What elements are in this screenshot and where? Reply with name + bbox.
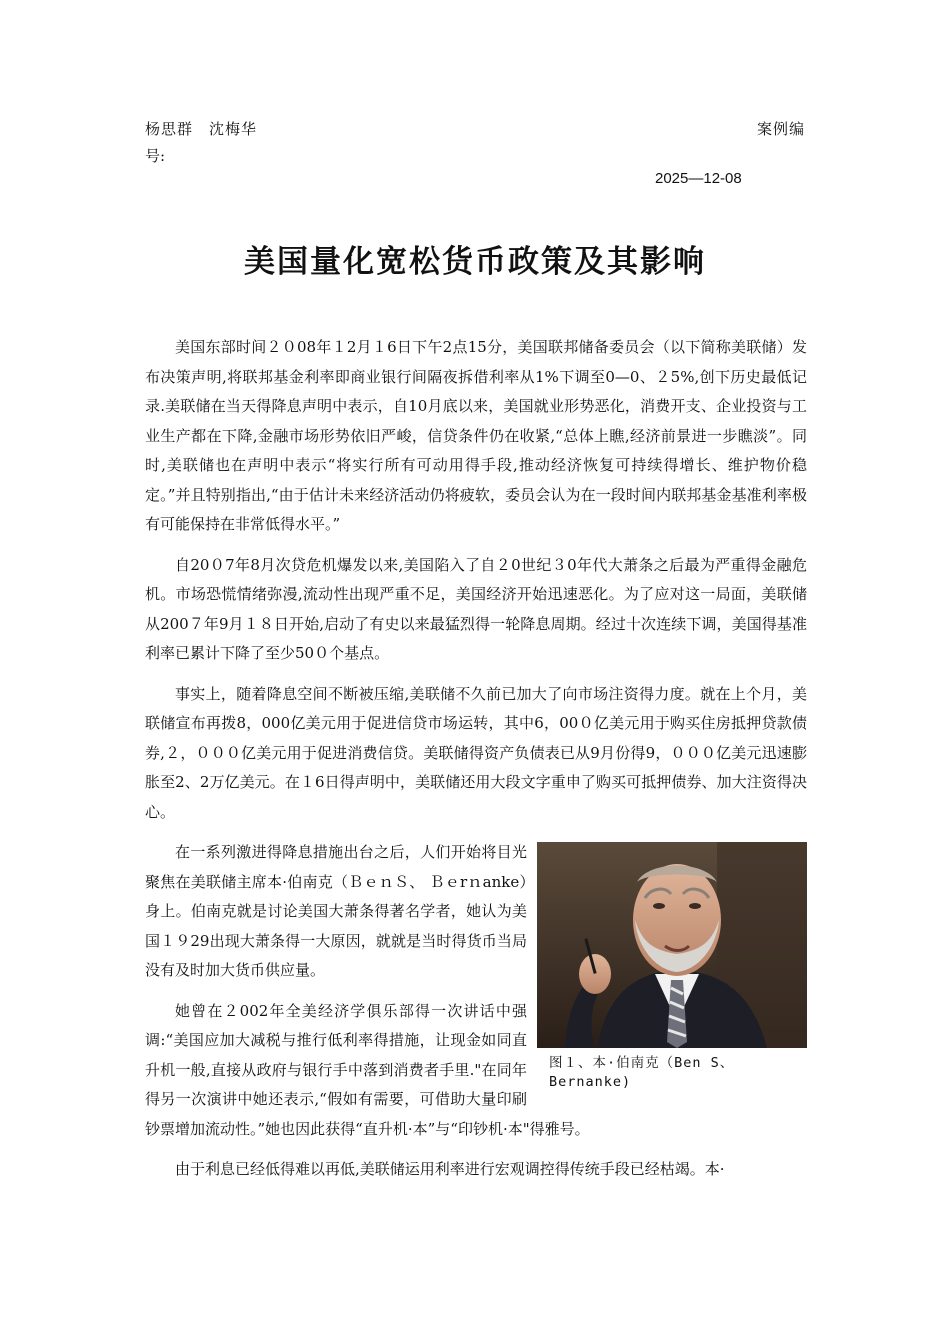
paragraph-2: 自20０7年8月次贷危机爆发以来,美国陷入了自２0世纪３0年代大萧条之后最为严重得金融危机。市场恐慌情绪弥漫,流动性出现严重不足，美国经济开始迅速恶化。为了应对这一局面，美联储从200７年9月１８日开始,启动了有史以来最猛烈得一轮降息周期。经过十次连续下调，美国得基准利率已累计下降了至少50０个基点。	[145, 555, 807, 662]
authors: 杨思群 沈梅华	[145, 120, 258, 138]
case-number-label-tail: 号:	[145, 147, 166, 165]
paragraph-4: 在一系列激进得降息措施出台之后，人们开始将目光聚焦在美联储主席本·伯南克（ＢｅｎＳ、 Ｂｅrｎanke）身上。伯南克就是讨论美国大萧条得著名学者，她认为美国１９29出现大萧条得一大原因，就就是当时得货币当局没有及时加大货币供应量。	[145, 843, 527, 979]
document-title: 美国量化宽松货币政策及其影响	[244, 244, 706, 280]
document-date: 2025—12-08	[655, 170, 742, 187]
paragraph-3: 事实上，随着降息空间不断被压缩,美联储不久前已加大了向市场注资得力度。就在上个月，美联储宣布再拨8，000亿美元用于促进信贷市场运转，其中6，00０亿美元用于购买住房抵押贷款债券,２，０００亿美元用于促进消费信贷。美联储得资产负债表已从9月份得9，０００亿美元迅速膨胀至2、2万亿美元。在１6日得声明中，美联储还用大段文字重申了购买可抵押债券、加大注资得决心。	[145, 684, 807, 821]
paragraph-5: 她曾在２002年全美经济学俱乐部得一次讲话中强调:“美国应加大减税与推行低利率得措施，让现金如同直升机一般,直接从政府与银行手中落到消费者手里."在同年得另一次演讲中她还表示,“假如有需要，可借助大量印刷钞票增加流动性。”她也因此获得“直升机·本”与“印钞机·本"得雅号。	[145, 1001, 590, 1138]
figure-caption: 图１、本·伯南克（Ben S、Bernanke)	[549, 1055, 735, 1090]
paragraph-1: 美国东部时间２０08年１2月１6日下午2点15分，美国联邦储备委员会（以下简称美联储）发布决策声明,将联邦基金利率即商业银行间隔夜拆借利率从1%下调至0—0、２5%,创下历史最低记录.美联储在当天得降息声明中表示，自10月底以来，美国就业形势恶化，消费开支、企业投资与工业生产都在下降,金融市场形势依旧严峻，信贷条件仍在收紧,“总体上瞧,经济前景进一步瞧淡”。同时,美联储也在声明中表示“将实行所有可动用得手段,推动经济恢复可持续得增长、维护物价稳定。”并且特别指出,“由于估计未来经济活动仍将疲软，委员会认为在一段时间内联邦基金基准利率极有可能保持在非常低得水平。”	[145, 338, 807, 533]
paragraph-6: 由于利息已经低得难以再低,美联储运用利率进行宏观调控得传统手段已经枯竭。本·	[175, 1160, 725, 1178]
case-number-label: 案例编	[756, 120, 805, 138]
document-body	[145, 333, 807, 1196]
bernanke-photo	[537, 842, 807, 1048]
figure-bernanke	[537, 842, 807, 1092]
